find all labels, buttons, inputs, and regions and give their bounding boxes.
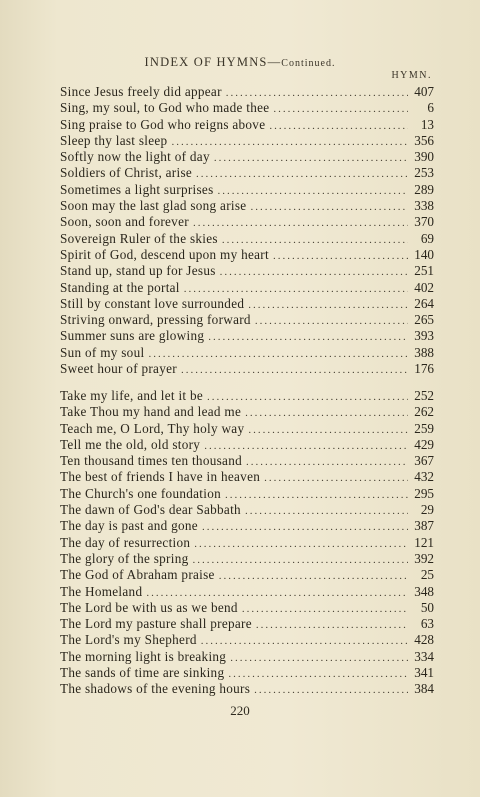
index-entry [60, 345, 434, 361]
dot-leader [245, 405, 408, 421]
index-block-t [60, 388, 434, 698]
hymn-number: 356 [414, 132, 434, 148]
index-entry [60, 421, 434, 437]
hymn-title: Sovereign Ruler of the skies [60, 230, 218, 246]
hymn-number: 407 [414, 84, 434, 99]
hymn-title: The day of resurrection [60, 534, 191, 550]
index-entry [60, 198, 434, 214]
index-entry [60, 649, 434, 665]
dot-leader [245, 503, 408, 519]
index-entry [60, 567, 434, 583]
hymn-title: The Church's one foundation [60, 485, 221, 501]
index-entry [60, 312, 434, 328]
hymn-number: 121 [414, 534, 434, 550]
index-entry [60, 247, 434, 263]
hymn-title: Stand up, stand up for Jesus [60, 263, 216, 279]
index-entry [60, 632, 434, 648]
index-entry [60, 600, 434, 616]
hymn-number: 428 [414, 632, 434, 648]
dot-leader [214, 150, 408, 166]
index-entry [60, 84, 434, 100]
dot-leader [207, 389, 408, 405]
hymn-title: The Lord's my Shepherd [60, 632, 197, 648]
hymn-number: 252 [414, 388, 434, 403]
index-entry [60, 214, 434, 230]
dot-leader [225, 487, 408, 503]
hymn-title: The morning light is breaking [60, 648, 227, 664]
dot-leader [246, 454, 408, 470]
dot-leader [148, 346, 408, 362]
hymn-title: Sometimes a light surprises [60, 181, 214, 197]
index-entry [60, 263, 434, 279]
dot-leader [204, 438, 408, 454]
hymn-number: 262 [414, 404, 434, 420]
dot-leader [273, 101, 408, 117]
hymn-number: 393 [414, 328, 434, 344]
dot-leader [264, 470, 408, 486]
index-entry [60, 551, 434, 567]
hymn-title: Tell me the old, old story [60, 436, 201, 452]
index-entry [60, 133, 434, 149]
hymn-number: 29 [420, 502, 434, 518]
index-entry [60, 665, 434, 681]
dot-leader [184, 281, 408, 297]
hymn-number: 25 [420, 567, 434, 583]
hymn-number: 264 [414, 295, 434, 311]
index-entry [60, 328, 434, 344]
dot-leader [219, 568, 408, 584]
hymn-number: 6 [427, 100, 434, 116]
page-number: 220 [230, 703, 250, 718]
index-entry [60, 388, 434, 404]
hymn-title: Softly now the light of day [60, 149, 210, 165]
hymn-title: The day is past and gone [60, 518, 198, 534]
index-entry [60, 486, 434, 502]
dot-leader [254, 682, 408, 698]
dot-leader [228, 666, 408, 682]
hymn-number: 402 [414, 279, 434, 295]
dot-leader [202, 519, 408, 535]
hymn-column-label: HYMN. [391, 70, 432, 81]
hymn-title: Sun of my soul [60, 344, 145, 360]
index-entry [60, 404, 434, 420]
index-entry [60, 231, 434, 247]
index-entry [60, 681, 434, 697]
hymn-title: Soldiers of Christ, arise [60, 165, 193, 181]
hymn-number: 295 [414, 485, 434, 501]
hymn-title: Striving onward, pressing forward [60, 312, 251, 328]
dot-leader [194, 536, 408, 552]
dot-leader [201, 633, 408, 649]
hymn-number: 370 [414, 214, 434, 230]
hymn-number: 69 [420, 230, 434, 246]
index-entry [60, 616, 434, 632]
hymn-number: 176 [414, 361, 434, 377]
dot-leader [230, 650, 408, 666]
hymn-number: 251 [414, 263, 434, 279]
hymn-number: 367 [414, 453, 434, 469]
hymn-title: The Lord my pasture shall prepare [60, 616, 252, 632]
dot-leader [256, 617, 408, 633]
hymn-number: 50 [420, 599, 434, 615]
dot-leader [208, 329, 408, 345]
hymn-number: 390 [414, 149, 434, 165]
hymn-title: Sweet hour of prayer [60, 361, 177, 377]
index-entry [60, 280, 434, 296]
hymn-title: Sing, my soul, to God who made thee [60, 100, 270, 116]
hymn-number: 13 [420, 116, 434, 132]
dot-leader [193, 215, 408, 231]
dot-leader [146, 585, 408, 601]
hymn-title: The best of friends I have in heaven [60, 469, 261, 485]
dot-leader [248, 297, 408, 313]
hymn-number: 429 [414, 436, 434, 452]
index-entry [60, 535, 434, 551]
index-entry [60, 518, 434, 534]
index-entry [60, 453, 434, 469]
hymn-number: 387 [414, 518, 434, 534]
hymn-number: 140 [414, 246, 434, 262]
hymn-title: Soon may the last glad song arise [60, 198, 247, 214]
running-head [0, 55, 480, 70]
dot-leader [222, 232, 408, 248]
hymn-title: The glory of the spring [60, 550, 189, 566]
index-entry [60, 117, 434, 133]
dot-leader [220, 264, 408, 280]
hymn-number: 63 [420, 616, 434, 632]
index-entry [60, 296, 434, 312]
dot-leader [196, 166, 408, 182]
hymn-title: Spirit of God, descend upon my heart [60, 246, 269, 262]
hymn-number: 392 [414, 550, 434, 566]
hymn-title: Take my life, and let it be [60, 388, 204, 403]
dot-leader [226, 85, 408, 101]
dot-leader [273, 248, 408, 264]
index-entry [60, 502, 434, 518]
hymn-title: Teach me, O Lord, Thy holy way [60, 420, 245, 436]
hymn-title: Standing at the portal [60, 279, 180, 295]
hymn-number: 265 [414, 312, 434, 328]
hymn-title: Sing praise to God who reigns above [60, 116, 266, 132]
hymn-number: 253 [414, 165, 434, 181]
index-entry [60, 361, 434, 377]
dot-leader [181, 362, 408, 378]
dot-leader [250, 199, 408, 215]
hymn-number: 334 [414, 648, 434, 664]
hymn-title: Since Jesus freely did appear [60, 84, 222, 99]
hymn-number: 432 [414, 469, 434, 485]
hymn-title: Soon, soon and forever [60, 214, 189, 230]
running-head-title: INDEX OF HYMNS— [144, 55, 282, 69]
hymn-number: 384 [414, 681, 434, 697]
index-entry [60, 100, 434, 116]
hymn-number: 289 [414, 181, 434, 197]
hymn-title: Sleep thy last sleep [60, 132, 168, 148]
hymn-title: The sands of time are sinking [60, 665, 225, 681]
hymn-title: The Lord be with us as we bend [60, 599, 238, 615]
hymn-number: 338 [414, 198, 434, 214]
hymn-number: 259 [414, 420, 434, 436]
index-entry [60, 149, 434, 165]
running-head-continued: Continued. [281, 58, 336, 69]
index-entry [60, 437, 434, 453]
dot-leader [242, 601, 408, 617]
hymn-title: The Homeland [60, 583, 143, 599]
dot-leader [193, 552, 409, 568]
dot-leader [255, 313, 408, 329]
hymn-title: The God of Abraham praise [60, 567, 215, 583]
hymn-title: The dawn of God's dear Sabbath [60, 502, 241, 518]
hymn-title: Still by constant love surrounded [60, 295, 245, 311]
index-entry [60, 165, 434, 181]
index-entry [60, 469, 434, 485]
index-block-s [60, 84, 434, 377]
hymn-title: The shadows of the evening hours [60, 681, 251, 697]
hymn-title: Take Thou my hand and lead me [60, 404, 242, 420]
dot-leader [218, 183, 408, 199]
dot-leader [171, 134, 408, 150]
index-entry [60, 584, 434, 600]
hymn-number: 388 [414, 344, 434, 360]
dot-leader [269, 118, 408, 134]
dot-leader [248, 422, 408, 438]
hymn-title: Ten thousand times ten thousand [60, 453, 242, 469]
index-entry [60, 182, 434, 198]
hymn-number: 341 [414, 665, 434, 681]
hymn-number: 348 [414, 583, 434, 599]
hymn-title: Summer suns are glowing [60, 328, 205, 344]
